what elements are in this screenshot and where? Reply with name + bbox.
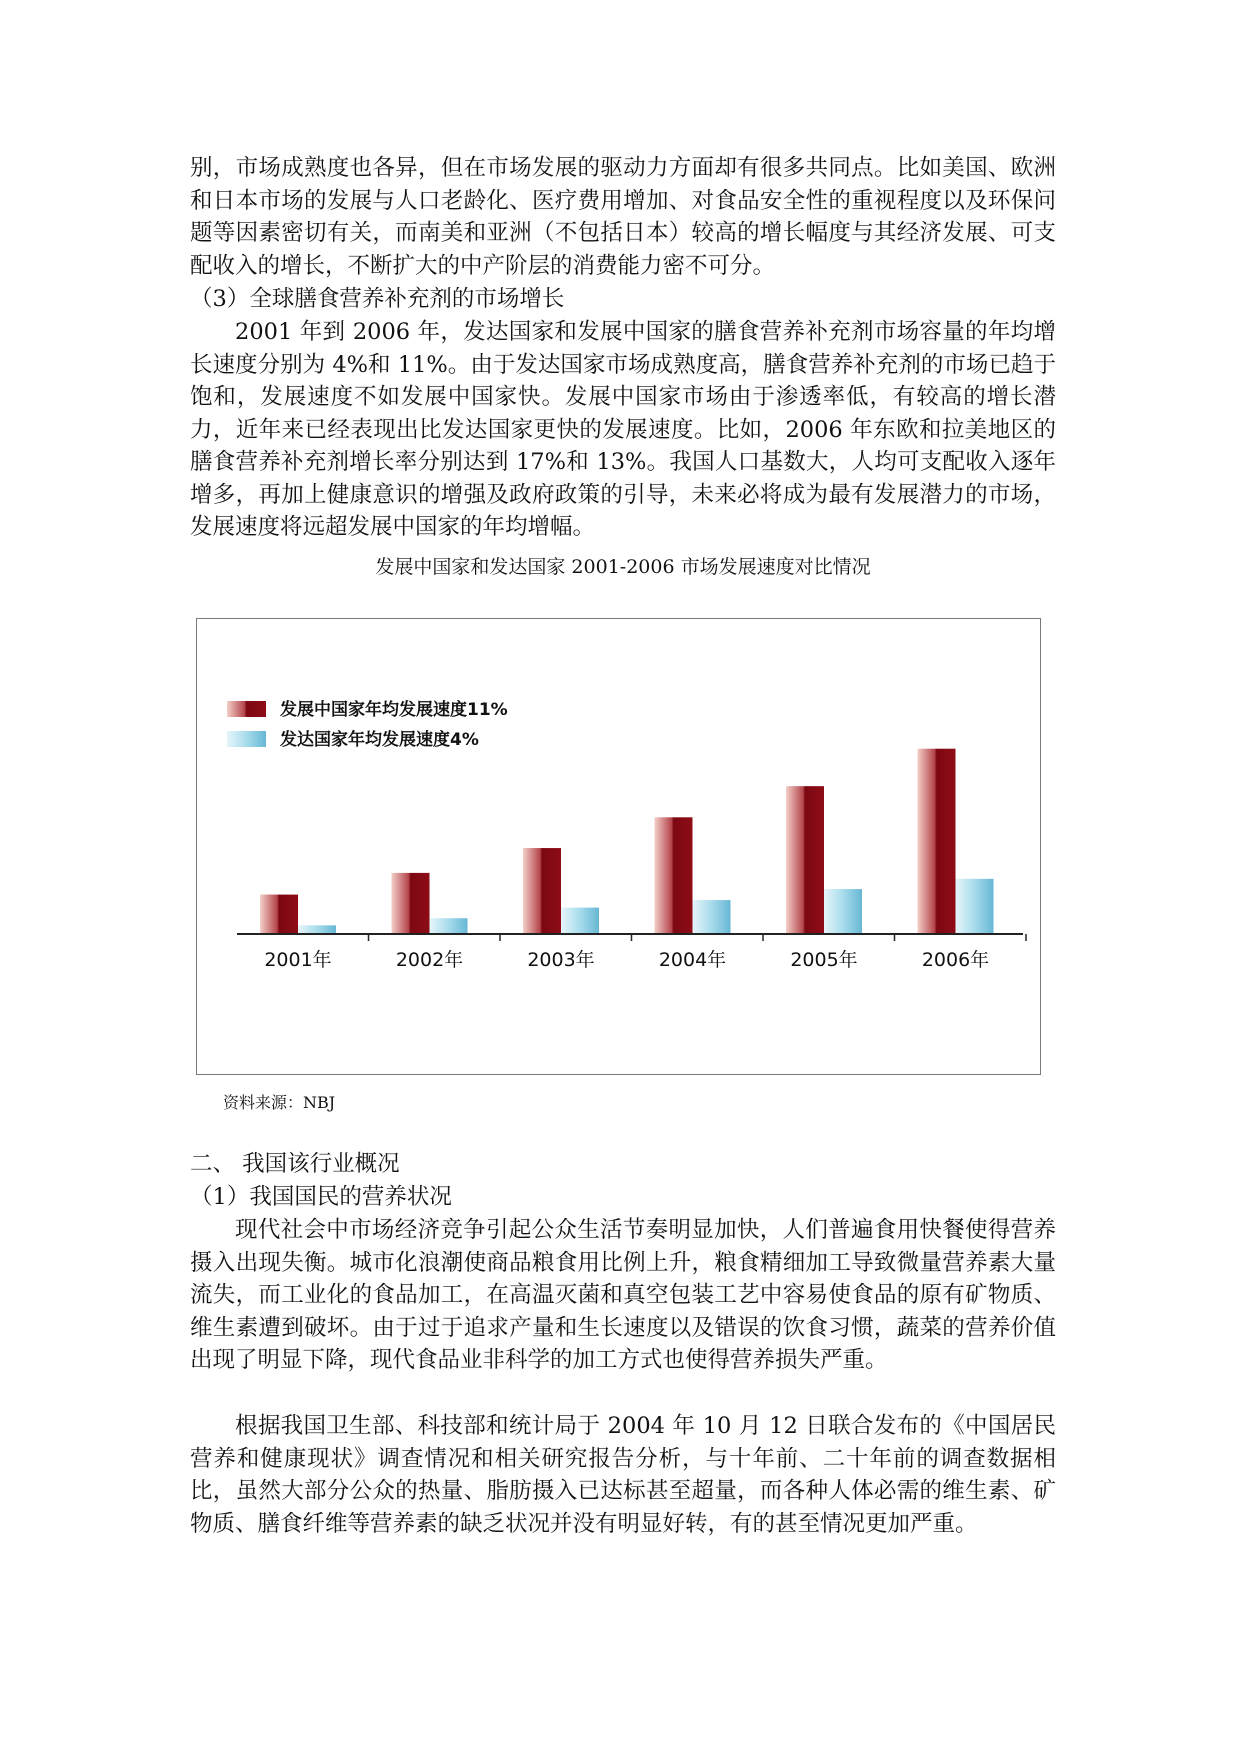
bar-developed-1: [298, 925, 336, 934]
bar-chart: [197, 619, 1042, 1076]
bar-developing-2: [392, 873, 430, 934]
legend-swatch-developing: [227, 701, 266, 717]
legend-label-developing: 发展中国家年均发展速度11%: [280, 700, 508, 720]
heading-nutrition: （1）我国国民的营养状况: [190, 1184, 452, 1210]
x-tick-label: 2004年: [658, 949, 727, 971]
section-heading-industry: 二、 我国该行业概况: [190, 1151, 400, 1177]
heading-global-growth: （3）全球膳食营养补充剂的市场增长: [190, 286, 565, 312]
x-tick-label: 2001年: [264, 949, 332, 971]
bar-developed-5: [824, 889, 862, 934]
paragraph-survey: 根据我国卫生部、科技部和统计局于 2004 年 10 月 12 日联合发布的《中国居民营养和健康现状》调查情况和相关研究报告分析，与十年前、二十年前的调查数据相比，虽然大部分公众的热量、脂肪摄入已达标甚至超量，而各种人体必需的维生素、矿物质、膳食纤维等营养素的缺乏状况并没有明显好转，有的甚至情况更加严重。: [190, 1413, 1056, 1537]
chart-frame: [196, 618, 1041, 1075]
chart-caption: 发展中国家和发达国家 2001-2006 市场发展速度对比情况: [375, 556, 871, 578]
bar-developed-4: [693, 900, 731, 934]
bar-developing-4: [655, 817, 693, 934]
paragraph-nutrition: 现代社会中市场经济竞争引起公众生活节奏明显加快，人们普遍食用快餐使得营养摄入出现失衡。城市化浪潮使商品粮食用比例上升，粮食精细加工导致微量营养素大量流失，而工业化的食品加工，在高温灭菌和真空包装工艺中容易使食品的原有矿物质、维生素遭到破坏。由于过于追求产量和生长速度以及错误的饮食习惯，蔬菜的营养价值出现了明显下降，现代食品业非科学的加工方式也使得营养损失严重。: [190, 1217, 1056, 1373]
x-tick-label: 2003年: [527, 949, 595, 971]
x-tick-label: 2006年: [921, 949, 990, 971]
bar-developing-3: [523, 848, 561, 934]
paragraph-growth: 2001 年到 2006 年，发达国家和发展中国家的膳食营养补充剂市场容量的年均增长速度分别为 4%和 11%。由于发达国家市场成熟度高，膳食营养补充剂的市场已趋于饱和，发展速度不如发展中国家快。发展中国家市场由于渗透率低，有较高的增长潜力，近年来已经表现出比发达国家更快的发展速度。比如，2006 年东欧和拉美地区的膳食营养补充剂增长率分别达到 17%和 13%。我国人口基数大，人均可支配收入逐年增多，再加上健康意识的增强及政府政策的引导，未来必将成为最有发展潜力的市场，发展速度将远超发展中国家的年均增幅。: [190, 319, 1056, 540]
x-tick-label: 2005年: [790, 949, 858, 971]
bar-developing-5: [786, 786, 824, 934]
paragraph-intro: 别，市场成熟度也各异，但在市场发展的驱动力方面却有很多共同点。比如美国、欧洲和日本市场的发展与人口老龄化、医疗费用增加、对食品安全性的重视程度以及环保问题等因素密切有关，而南美和亚洲（不包括日本）较高的增长幅度与其经济发展、可支配收入的增长，不断扩大的中产阶层的消费能力密不可分。: [190, 155, 1056, 279]
bar-developed-3: [561, 908, 599, 934]
bar-developed-6: [956, 879, 994, 934]
x-tick-label: 2002年: [395, 949, 464, 971]
bar-developing-6: [918, 749, 956, 934]
legend-swatch-developed: [227, 731, 266, 747]
bar-developing-1: [260, 895, 298, 934]
source-note: 资料来源：NBJ: [223, 1093, 336, 1112]
legend-label-developed: 发达国家年均发展速度4%: [280, 730, 479, 750]
bar-developed-2: [430, 918, 468, 934]
chart-legend: [227, 699, 508, 750]
